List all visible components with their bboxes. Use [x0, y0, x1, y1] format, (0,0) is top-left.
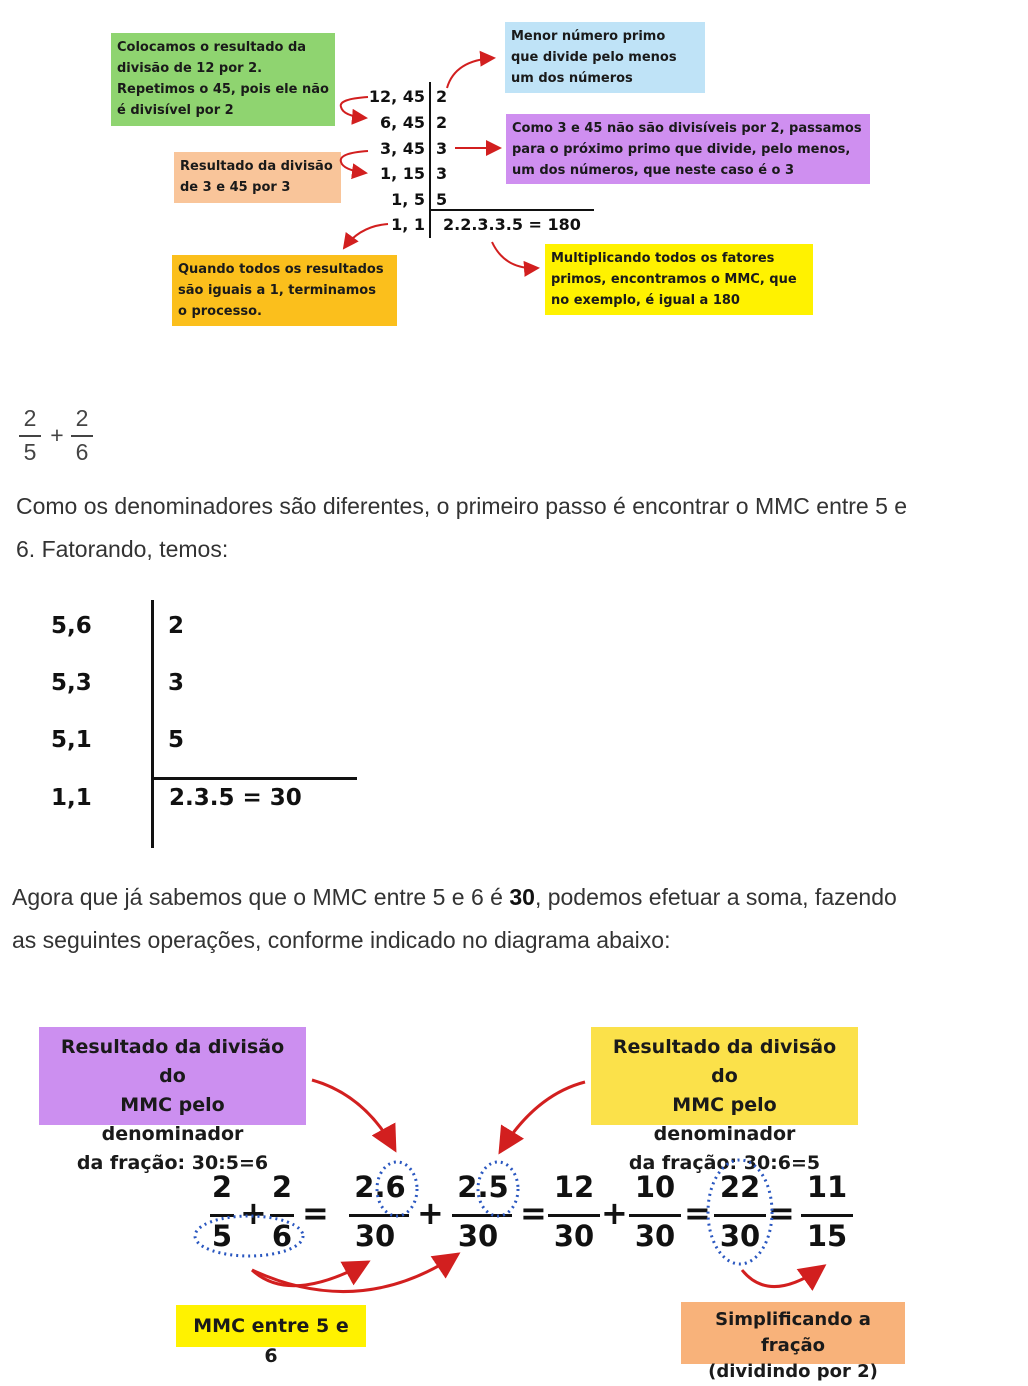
top-diagram-lines-arrows: [0, 0, 1028, 340]
row-left-3: 3, 45: [379, 139, 425, 158]
bottom-diagram-circles-arrows: [0, 1000, 1028, 1300]
row-left-2: 6, 45: [379, 113, 425, 132]
plus-sign-1: +: [240, 1194, 267, 1232]
factor-left-4: 1,1: [51, 785, 92, 811]
note-peach-division-result: Resultado da divisão de 3 e 45 por 3: [174, 152, 341, 203]
factor-vertical-line: [151, 600, 154, 848]
factor-horizontal-line: [151, 777, 357, 780]
note-yellow-30-div-6: Resultado da divisão do MMC pelo denominador da fração: 30:6=5: [591, 1027, 858, 1125]
plus-sign: +: [50, 422, 64, 448]
equals-sign-2: =: [520, 1194, 547, 1232]
fraction-b-denominator: 6: [75, 439, 89, 465]
equals-sign-1: =: [302, 1194, 329, 1232]
note-green-repeat-45: Colocamos o resultado da divisão de 12 por 2. Repetimos o 45, pois ele não é divisível por 2: [111, 33, 335, 126]
factor-left-3: 5,1: [51, 727, 92, 753]
factor-right-2: 3: [168, 670, 185, 696]
plus-sign-3: +: [601, 1194, 628, 1232]
fraction-a-denominator: 5: [23, 439, 37, 465]
note-purple-30-div-5: Resultado da divisão do MMC pelo denominador da fração: 30:5=6: [39, 1027, 306, 1125]
equals-sign-3: =: [684, 1194, 711, 1232]
fraction-b-numerator: 2: [75, 405, 89, 431]
paragraph-sum-intro: Agora que já sabemos que o MMC entre 5 e 6 é 30, podemos efetuar a soma, fazendo as seguintes operações, conforme indicado no diagrama abaixo:: [12, 884, 897, 953]
fraction-a-bar: [19, 435, 41, 437]
row-right-1: 2: [436, 87, 448, 106]
note-blue-smallest-prime: Menor número primo que divide pelo menos um dos números: [505, 22, 705, 93]
row-right-2: 2: [436, 113, 448, 132]
factor-left-1: 5,6: [51, 613, 92, 639]
note-purple-next-prime: Como 3 e 45 não são divisíveis por 2, passamos para o próximo primo que divide, pelo menos, um dos números, que neste caso é o 3: [506, 114, 870, 184]
factor-right-1: 2: [168, 613, 185, 639]
paragraph-mmc-intro: Como os denominadores são diferentes, o primeiro passo é encontrar o MMC entre 5 e 6. Fatorando, temos:: [16, 493, 908, 562]
note-orange-process-end: Quando todos os resultados são iguais a 1, terminamos o processo.: [172, 255, 397, 326]
factor-left-2: 5,3: [51, 670, 92, 696]
note-yellow-multiply-factors: Multiplicando todos os fatores primos, encontramos o MMC, que no exemplo, é igual a 180: [545, 244, 813, 315]
row-left-4: 1, 15: [379, 164, 425, 183]
row-left-5: 1, 5: [391, 190, 425, 209]
row-right-3: 3: [436, 139, 448, 158]
row-result-180: 2.2.3.3.5 = 180: [443, 215, 581, 234]
row-left-6: 1, 1: [391, 215, 425, 234]
factor-result-30: 2.3.5 = 30: [169, 785, 302, 811]
fraction-a-numerator: 2: [23, 405, 37, 431]
row-right-4: 3: [436, 164, 448, 183]
note-simplify-fraction: Simplificando a fração (dividindo por 2): [681, 1302, 905, 1364]
factor-right-3: 5: [168, 727, 185, 753]
equals-sign-4: =: [768, 1194, 795, 1232]
plus-sign-2: +: [417, 1194, 444, 1232]
label-mmc-5-6: MMC entre 5 e 6: [176, 1305, 366, 1347]
fraction-b-bar: [71, 435, 93, 437]
row-left-1: 12, 45: [368, 87, 425, 106]
row-right-5: 5: [436, 190, 448, 209]
